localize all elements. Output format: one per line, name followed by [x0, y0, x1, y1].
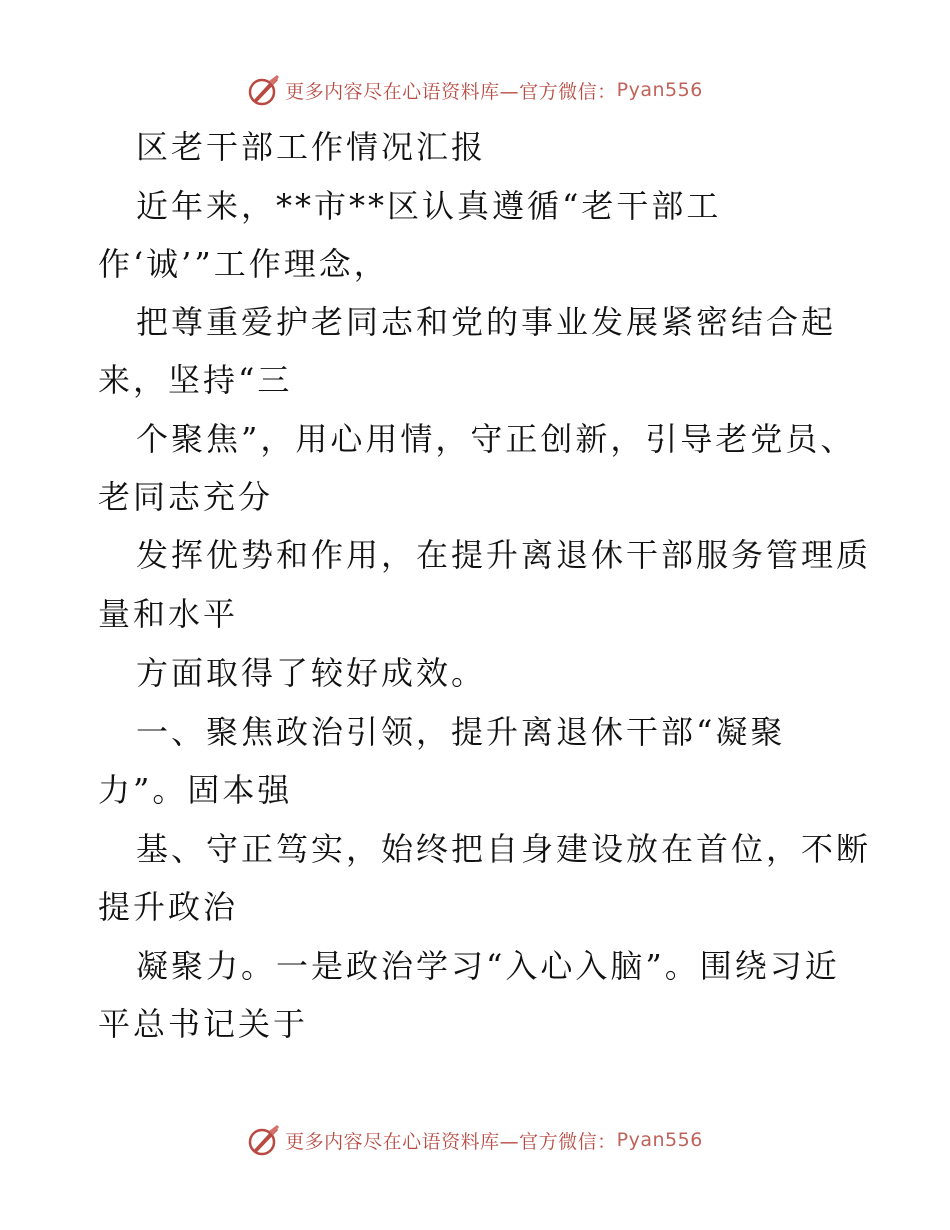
quill-pen-logo-icon — [247, 1123, 281, 1157]
paragraph-line: 来，坚持“三 — [98, 361, 293, 399]
watermark-wechat-id: Pyan556 — [616, 79, 703, 101]
paragraph-line: 个聚焦”，用心用情，守正创新，引导老党员、 — [136, 420, 856, 458]
watermark-text: 更多内容尽在心语资料库—官方微信： — [285, 80, 617, 103]
paragraph-line: 凝聚力。一是政治学习“入心入脑”。围绕习近 — [136, 947, 840, 985]
paragraph-line: 方面取得了较好成效。 — [136, 654, 487, 692]
paragraph-line: 量和水平 — [98, 595, 239, 633]
quill-pen-logo-icon — [247, 73, 281, 107]
paragraph-line: 老同志充分 — [98, 478, 274, 516]
header-watermark — [0, 70, 950, 110]
paragraph-line: 发挥优势和作用，在提升离退休干部服务管理质 — [136, 536, 872, 574]
footer-watermark — [0, 1120, 950, 1160]
paragraph-line: 近年来，**市**区认真遵循“老干部工 — [136, 187, 722, 225]
paragraph-line: 基、守正笃实，始终把自身建设放在首位，不断 — [136, 830, 872, 868]
document-title: 区老干部工作情况汇报 — [136, 128, 487, 166]
paragraph-line: 平总书记关于 — [98, 1005, 309, 1043]
paragraph-line: 提升政治 — [98, 888, 239, 926]
paragraph-line: 把尊重爱护老同志和党的事业发展紧密结合起 — [136, 303, 837, 341]
watermark-text: 更多内容尽在心语资料库—官方微信： — [285, 1130, 617, 1153]
section-heading-line: 力”。固本强 — [98, 771, 293, 809]
paragraph-line: 作‘诚’”工作理念， — [98, 245, 389, 283]
section-heading-line: 一、聚焦政治引领，提升离退休干部“凝聚 — [136, 713, 786, 751]
watermark-wechat-id: Pyan556 — [616, 1129, 703, 1151]
